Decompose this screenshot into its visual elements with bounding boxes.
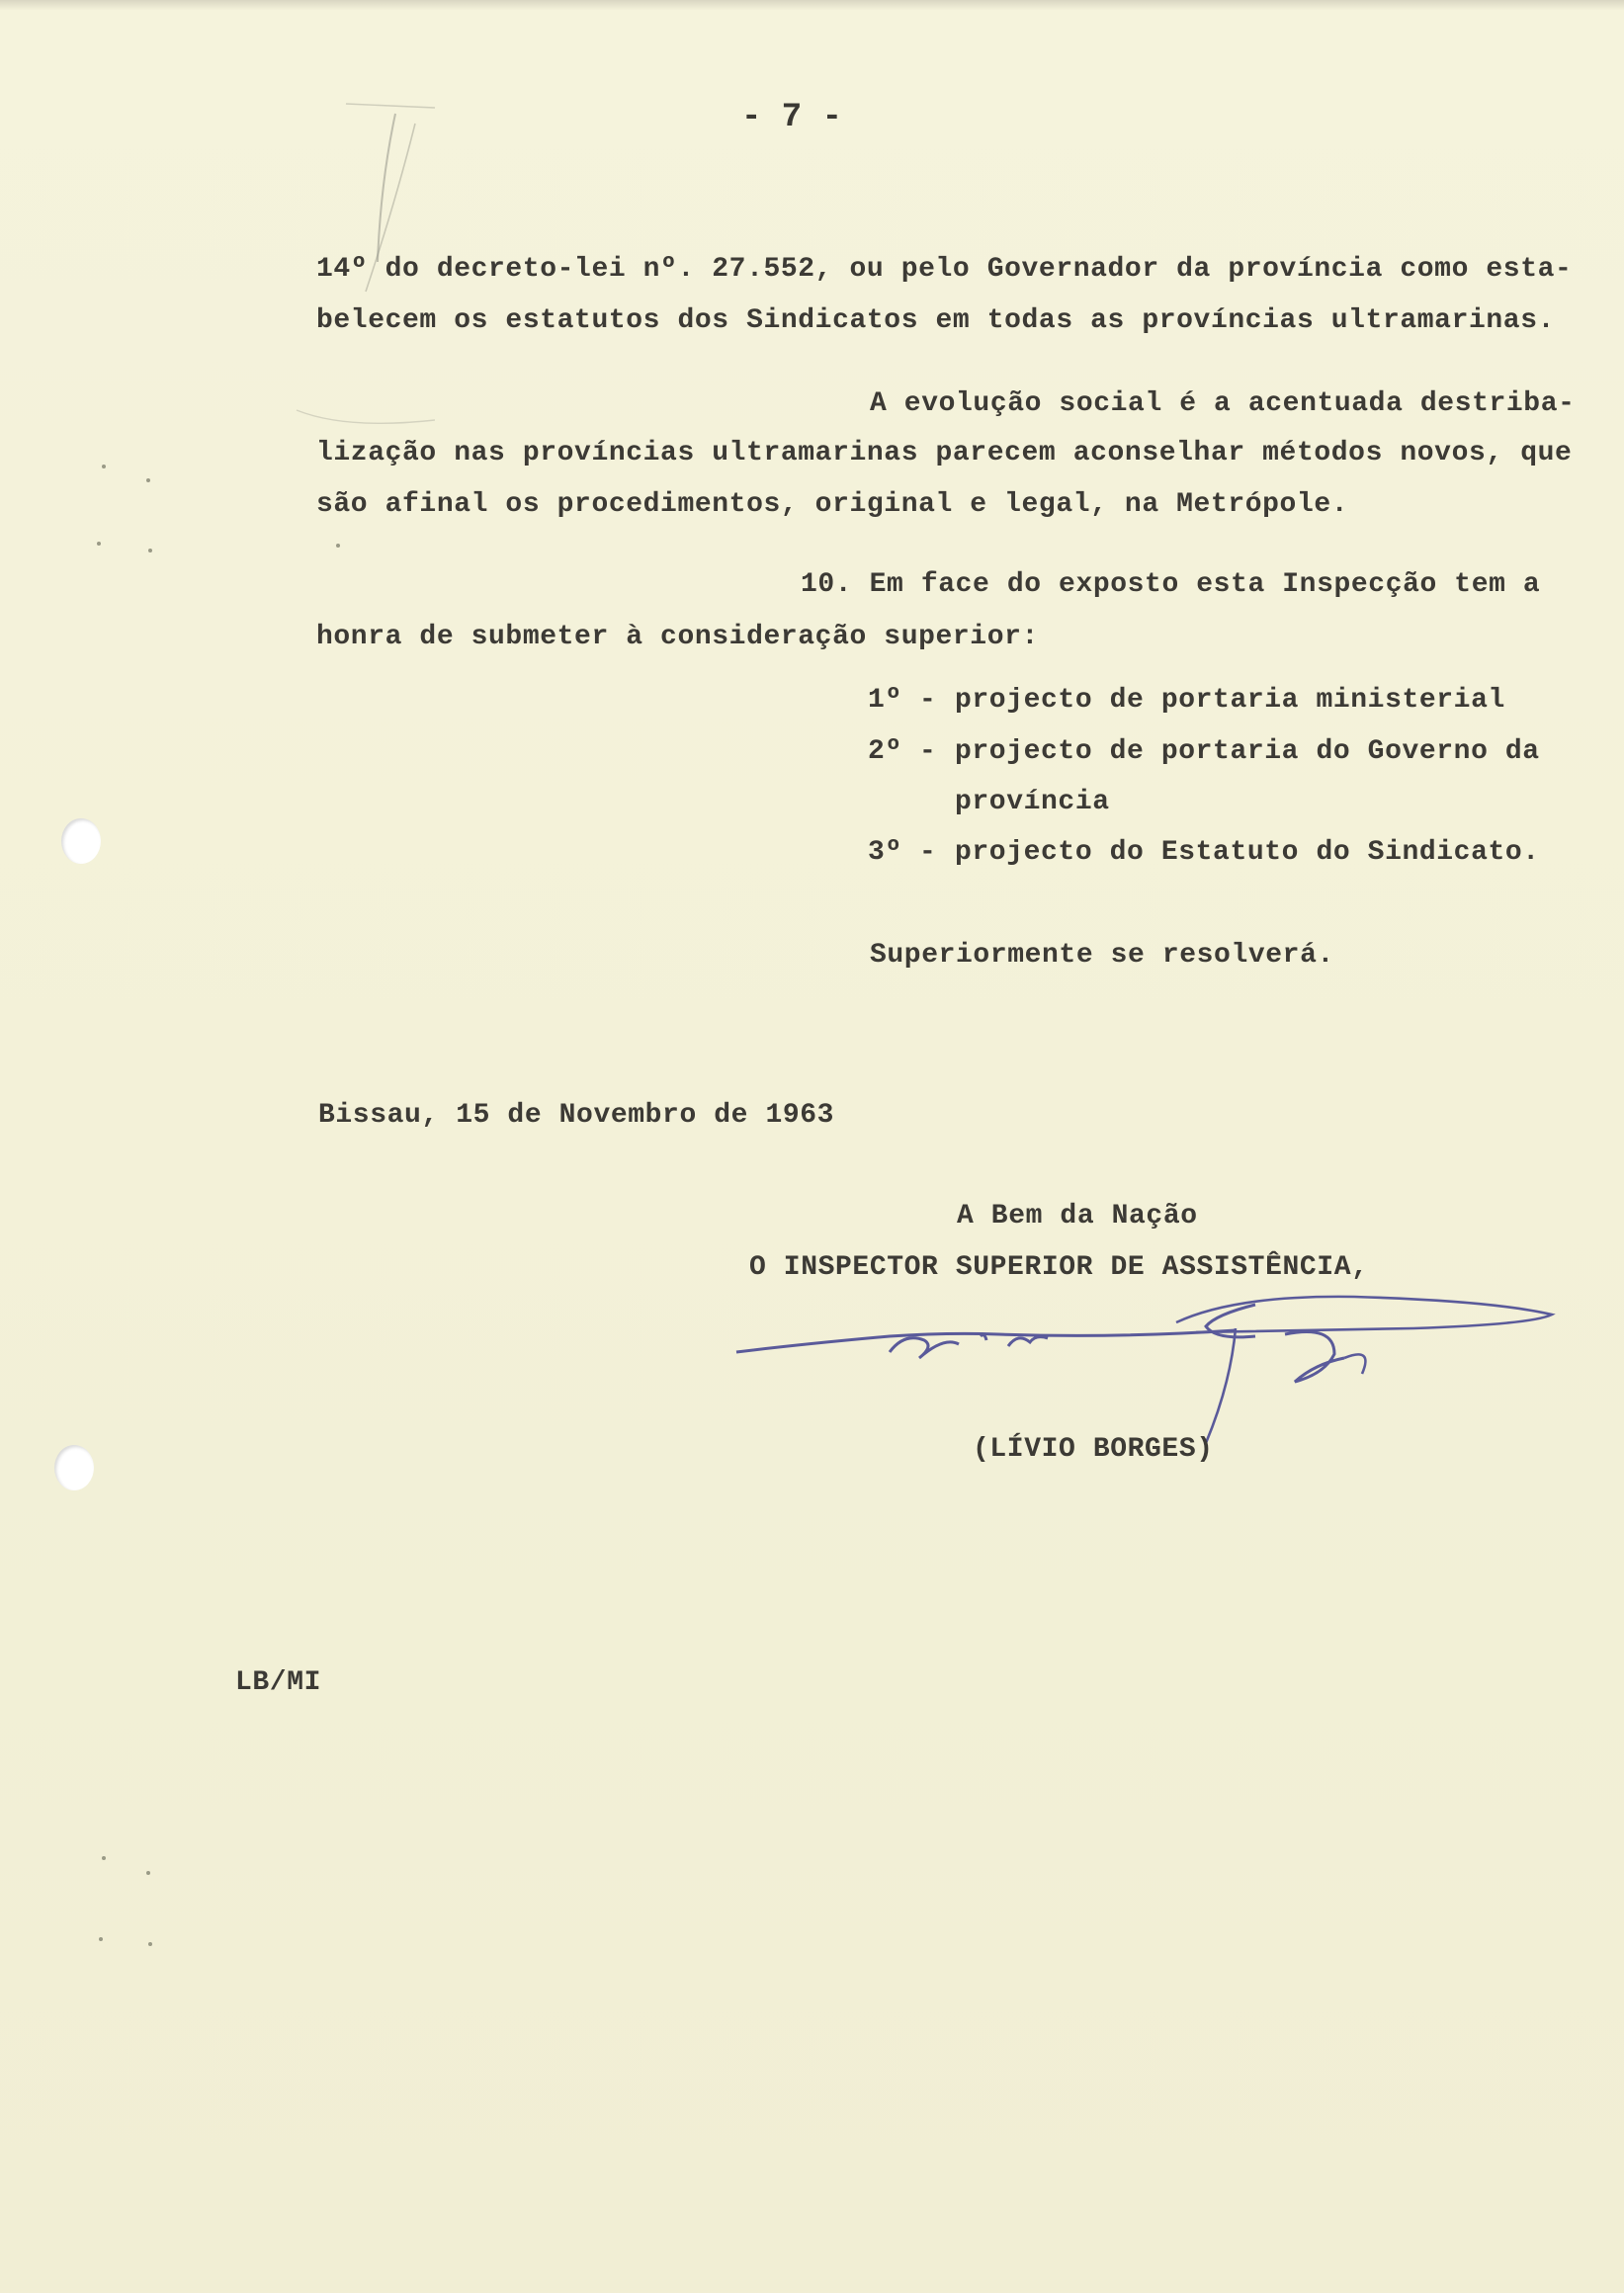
salutation: A Bem da Nação: [957, 1201, 1198, 1231]
paper-speck: [146, 478, 150, 482]
paragraph-line: são afinal os procedimentos, original e legal, na Metrópole.: [316, 489, 1349, 520]
signatory-name: (LÍVIO BORGES): [973, 1434, 1214, 1465]
paper-speck: [148, 1942, 152, 1946]
punch-hole-upper: [61, 818, 101, 864]
list-item-marker: 3º: [868, 837, 902, 868]
list-item-dash: -: [919, 837, 937, 868]
paragraph-line: 14º do decreto-lei nº. 27.552, ou pelo Governador da província como esta-: [316, 254, 1573, 285]
list-item-text: projecto de portaria ministerial: [955, 685, 1505, 716]
list-item-dash: -: [919, 736, 937, 767]
place-date: Bissau, 15 de Novembro de 1963: [318, 1100, 835, 1131]
list-item-marker: 2º: [868, 736, 902, 767]
list-item-continuation: província: [955, 787, 1110, 817]
punch-hole-lower: [54, 1445, 94, 1490]
paper-speck: [99, 1937, 103, 1941]
reference-initials: LB/MI: [235, 1667, 322, 1698]
paper-speck: [97, 542, 101, 546]
paragraph-line: lização nas províncias ultramarinas parecem aconselhar métodos novos, que: [316, 438, 1573, 468]
signatory-title: O INSPECTOR SUPERIOR DE ASSISTÊNCIA,: [749, 1252, 1369, 1283]
paragraph-line: honra de submeter à consideração superior:: [316, 622, 1039, 652]
closing-line: Superiormente se resolverá.: [870, 940, 1334, 971]
paper-speck: [102, 465, 106, 468]
paper-speck: [336, 544, 340, 548]
list-item-marker: 1º: [868, 685, 902, 716]
paper-speck: [102, 1856, 106, 1860]
paper-top-edge: [0, 0, 1624, 10]
list-item-text: projecto do Estatuto do Sindicato.: [955, 837, 1540, 868]
paper-speck: [148, 549, 152, 552]
list-item-text: projecto de portaria do Governo da: [955, 736, 1540, 767]
paragraph-line: belecem os estatutos dos Sindicatos em todas as províncias ultramarinas.: [316, 305, 1555, 336]
page-number: - 7 -: [741, 99, 843, 136]
paper-speck: [146, 1871, 150, 1875]
paragraph-line: A evolução social é a acentuada destriba-: [870, 388, 1576, 419]
paragraph-line: 10. Em face do exposto esta Inspecção tem a: [801, 569, 1541, 600]
list-item-dash: -: [919, 685, 937, 716]
